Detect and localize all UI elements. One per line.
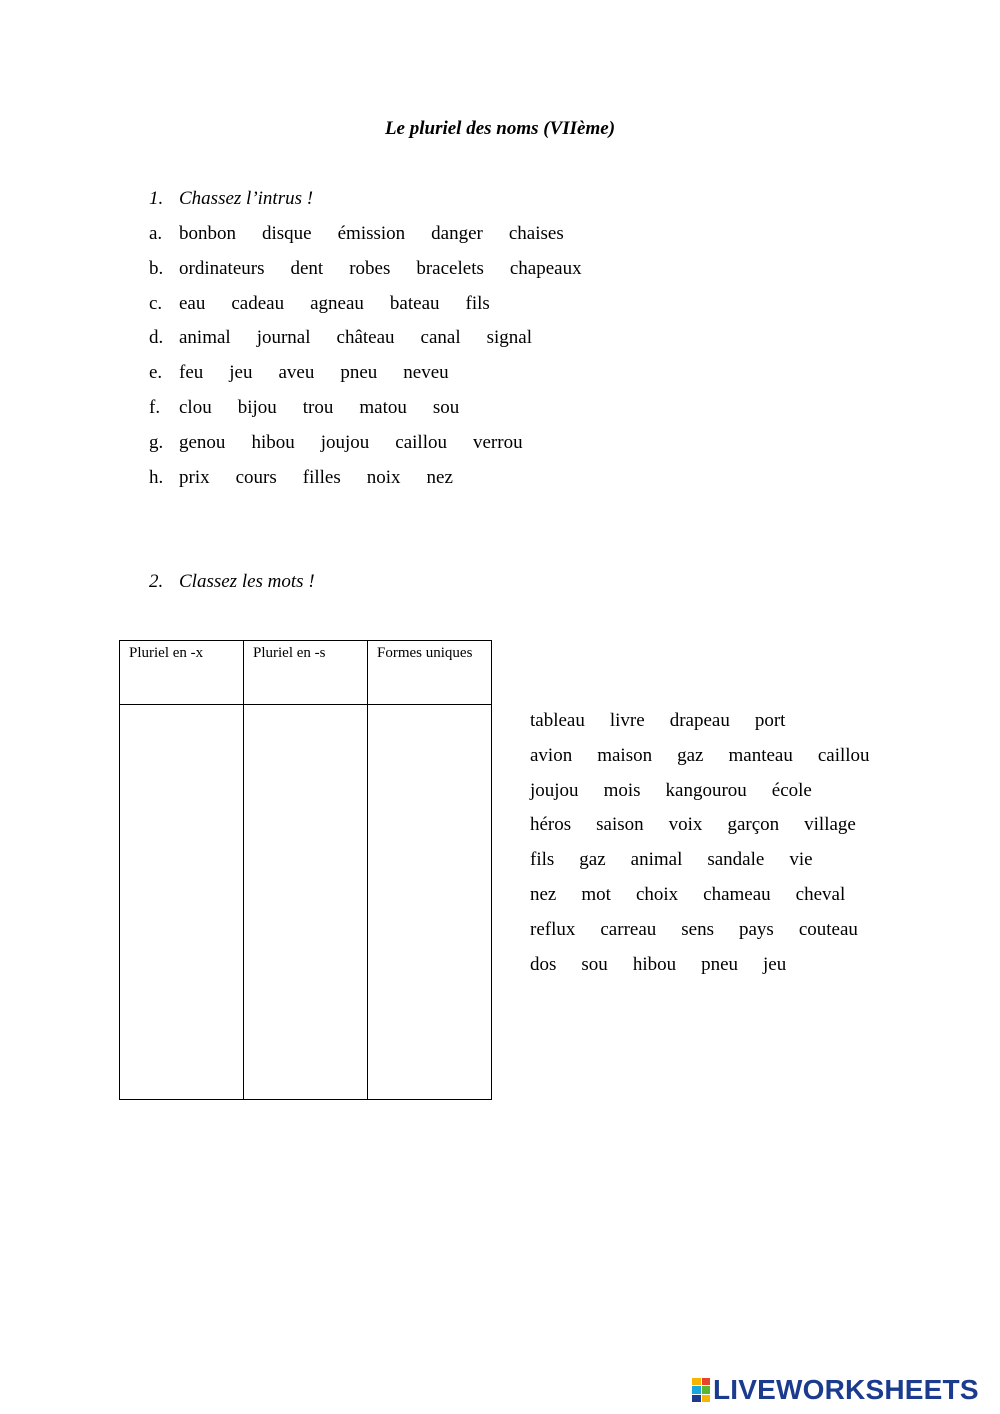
word-bank-word[interactable]: gaz <box>579 849 606 871</box>
intruder-word-option[interactable]: filles <box>302 466 341 488</box>
intruder-word-option[interactable]: genou <box>179 431 226 453</box>
intruder-word-option[interactable]: émission <box>337 223 406 244</box>
logo-square <box>692 1386 701 1393</box>
intruder-word-option[interactable]: feu <box>179 362 204 384</box>
intruder-word-option[interactable]: danger <box>431 223 483 244</box>
exercise1-item <box>149 362 608 397</box>
intruder-word-option[interactable]: pneu <box>340 362 378 384</box>
word-bank-word[interactable]: caillou <box>817 744 870 766</box>
word-bank-word[interactable]: hibou <box>632 953 677 975</box>
word-bank-word[interactable]: carreau <box>600 918 657 940</box>
word-bank-word[interactable]: reflux <box>530 918 576 940</box>
intruder-word-option[interactable]: joujou <box>320 431 370 453</box>
intruder-word-option[interactable]: disque <box>262 223 312 244</box>
intruder-word-option[interactable]: bonbon <box>179 223 236 244</box>
exercise2-heading <box>149 571 315 593</box>
word-bank-word[interactable]: manteau <box>728 744 793 766</box>
word-bank-word[interactable]: joujou <box>530 779 579 801</box>
word-bank <box>530 710 895 988</box>
word-bank-word[interactable]: voix <box>668 814 703 836</box>
intruder-word-option[interactable]: canal <box>420 327 461 349</box>
exercise1-title: Chassez l’intrus ! <box>179 188 314 209</box>
intruder-word-option[interactable]: clou <box>179 396 212 418</box>
exercise1-item <box>149 397 608 432</box>
intruder-word-option[interactable]: chaises <box>508 223 564 244</box>
intruder-word-option[interactable]: bijou <box>237 396 277 418</box>
word-bank-word[interactable]: mois <box>603 779 641 801</box>
intruder-word-option[interactable]: bateau <box>389 292 440 314</box>
intruder-word-option[interactable]: dent <box>290 257 324 279</box>
item-letter: e. <box>149 362 163 384</box>
word-bank-word[interactable]: maison <box>597 744 653 766</box>
word-bank-word[interactable]: kangourou <box>665 779 747 801</box>
word-bank-word[interactable]: nez <box>530 883 557 905</box>
intruder-word-option[interactable]: journal <box>256 327 311 349</box>
word-bank-word[interactable]: garçon <box>727 814 780 836</box>
exercise1-item <box>149 293 608 328</box>
liveworksheets-logo-icon <box>692 1378 710 1402</box>
answer-cell-plural-s[interactable] <box>244 705 368 1100</box>
exercise1-item <box>149 467 608 502</box>
word-bank-word[interactable]: avion <box>530 744 573 766</box>
intruder-word-option[interactable]: sou <box>432 396 460 418</box>
intruder-word-option[interactable]: eau <box>179 292 206 314</box>
item-letter: f. <box>149 396 161 418</box>
word-bank-word[interactable]: dos <box>530 953 557 975</box>
exercise1-heading <box>149 188 313 210</box>
intruder-word-option[interactable]: bracelets <box>416 257 484 279</box>
item-letter: g. <box>149 431 164 453</box>
liveworksheets-logo-text: LIVEWORKSHEETS <box>713 1374 979 1405</box>
word-bank-row <box>530 710 895 745</box>
word-bank-word[interactable]: pneu <box>701 953 739 975</box>
word-bank-word[interactable]: gaz <box>677 744 704 766</box>
intruder-word-option[interactable]: agneau <box>310 292 364 314</box>
word-bank-word[interactable]: drapeau <box>669 710 730 731</box>
logo-square <box>702 1386 711 1393</box>
liveworksheets-logo[interactable] <box>692 1374 979 1406</box>
intruder-word-option[interactable]: cadeau <box>231 292 285 314</box>
word-bank-row <box>530 745 895 780</box>
logo-square <box>702 1395 711 1402</box>
word-bank-row <box>530 814 895 849</box>
word-bank-row <box>530 919 895 954</box>
answer-cell-plural-x[interactable] <box>120 705 244 1100</box>
word-bank-row <box>530 954 895 989</box>
intruder-word-option[interactable]: caillou <box>395 431 447 453</box>
exercise2-number: 2. <box>149 571 164 592</box>
exercise1-item <box>149 327 608 362</box>
logo-square <box>702 1378 711 1385</box>
intruder-word-option[interactable]: matou <box>359 396 407 418</box>
logo-square <box>692 1395 701 1402</box>
word-bank-word[interactable]: saison <box>596 814 644 836</box>
page-title: Le pluriel des noms (VIIème) <box>384 118 616 139</box>
sorting-table <box>119 640 492 1100</box>
exercise1-item <box>149 432 608 467</box>
word-bank-word[interactable]: héros <box>530 814 572 836</box>
intruder-word-option[interactable]: chapeaux <box>509 257 582 279</box>
word-bank-word[interactable]: pays <box>739 918 774 940</box>
item-letter: h. <box>149 466 164 488</box>
exercise2-title: Classez les mots ! <box>179 571 315 592</box>
answer-cell-unique-forms[interactable] <box>368 705 492 1100</box>
column-header-plural-s: Pluriel en -s <box>244 641 368 705</box>
exercise1-list <box>149 223 608 501</box>
word-bank-word[interactable]: village <box>804 814 856 836</box>
item-letter: d. <box>149 327 164 349</box>
word-bank-row <box>530 849 895 884</box>
word-bank-word[interactable]: chameau <box>703 883 771 905</box>
word-bank-word[interactable]: jeu <box>763 953 787 975</box>
logo-square <box>692 1378 701 1385</box>
intruder-word-option[interactable]: fils <box>465 292 490 314</box>
intruder-word-option[interactable]: hibou <box>251 431 295 453</box>
column-header-unique-forms: Formes uniques <box>368 641 492 705</box>
word-bank-word[interactable]: livre <box>609 710 645 731</box>
intruder-word-option[interactable]: cours <box>235 466 277 488</box>
word-bank-word[interactable]: mot <box>581 883 611 905</box>
exercise1-item <box>149 258 608 293</box>
intruder-word-option[interactable]: nez <box>426 466 453 488</box>
word-bank-word[interactable]: choix <box>635 883 679 905</box>
intruder-word-option[interactable]: signal <box>486 327 533 349</box>
column-header-plural-x: Pluriel en -x <box>120 641 244 705</box>
word-bank-word[interactable]: couteau <box>798 918 858 940</box>
word-bank-word[interactable]: cheval <box>795 883 846 905</box>
word-bank-word[interactable]: tableau <box>530 710 585 731</box>
intruder-word-option[interactable]: verrou <box>472 431 523 453</box>
exercise1-number: 1. <box>149 188 164 209</box>
intruder-word-option[interactable]: neveu <box>403 362 449 384</box>
intruder-word-option[interactable]: aveu <box>278 362 315 384</box>
intruder-word-option[interactable]: robes <box>349 257 391 279</box>
word-bank-word[interactable]: vie <box>789 849 813 871</box>
exercise1-item <box>149 223 608 258</box>
word-bank-word[interactable]: sandale <box>707 849 765 871</box>
intruder-word-option[interactable]: ordinateurs <box>179 257 265 279</box>
item-letter: b. <box>149 257 164 279</box>
intruder-word-option[interactable]: noix <box>366 466 401 488</box>
word-bank-word[interactable]: école <box>771 779 812 801</box>
intruder-word-option[interactable]: animal <box>179 327 231 349</box>
intruder-word-option[interactable]: prix <box>179 466 210 488</box>
item-letter: a. <box>149 223 163 244</box>
intruder-word-option[interactable]: château <box>336 327 395 349</box>
word-bank-word[interactable]: animal <box>630 849 683 871</box>
item-letter: c. <box>149 292 163 314</box>
intruder-word-option[interactable]: jeu <box>229 362 253 384</box>
word-bank-word[interactable]: fils <box>530 849 555 871</box>
word-bank-word[interactable]: sens <box>681 918 714 940</box>
word-bank-row <box>530 780 895 815</box>
word-bank-word[interactable]: port <box>754 710 786 731</box>
word-bank-word[interactable]: sou <box>581 953 608 975</box>
word-bank-row <box>530 884 895 919</box>
intruder-word-option[interactable]: trou <box>302 396 334 418</box>
